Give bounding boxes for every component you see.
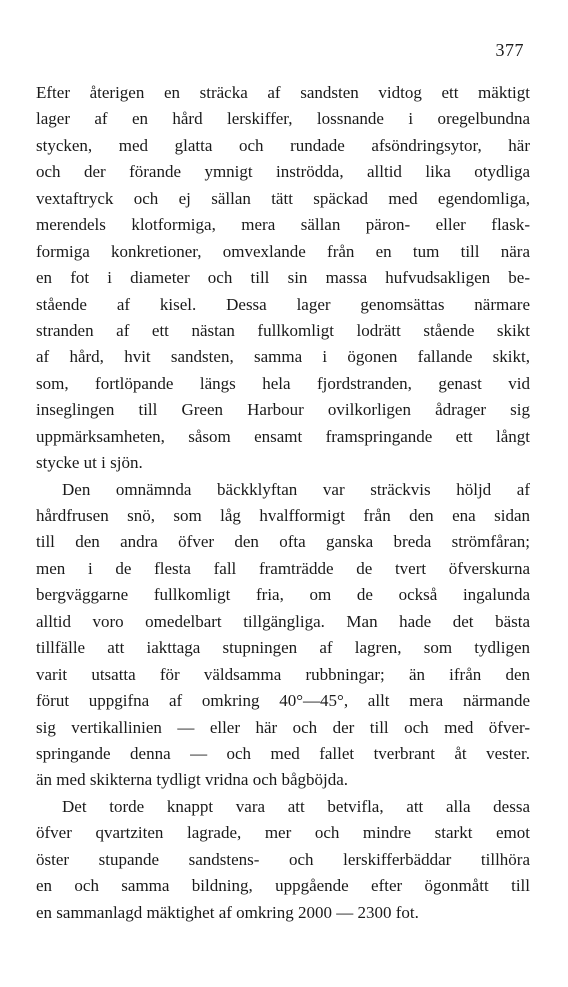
text-line: springande denna — och med fallet tverbrant åt vester. (36, 743, 530, 763)
text-line: af hård, hvit sandsten, samma i ögonen fallande skikt, (36, 347, 530, 367)
text-line: öfver qvartziten lagrade, mer och mindre starkt emot (36, 823, 530, 843)
paragraph (36, 80, 530, 477)
text-line: formiga konkretioner, omvexlande från en tum till nära (36, 241, 530, 261)
text-line: öster stupande sandstens- och lerskifferbäddar tillhöra (36, 849, 530, 869)
text-line: Efter återigen en sträcka af sandsten vidtog ett mäktigt (36, 83, 530, 102)
text-line: men i de flesta fall framträdde de tvert öfverskurna (36, 558, 530, 578)
text-line: uppmärksamheten, såsom ensamt framspringande ett långt (36, 426, 530, 446)
text-line: och der förande ymnigt inströdda, alltid lika otydliga (36, 162, 530, 182)
text-line: stycken, med glatta och rundade afsöndringsytor, här (36, 135, 530, 155)
text-line: Det torde knappt vara att betvifla, att alla dessa (62, 796, 530, 816)
text-line: en sammanlagd mäktighet af omkring 2000 — 2300 fot. (36, 902, 419, 922)
text-line: Den omnämnda bäckklyftan var sträckvis höljd af (62, 479, 530, 499)
text-line: inseglingen till Green Harbour ovilkorligen ådrager sig (36, 400, 530, 420)
text-line: vextaftryck och ej sällan tätt späckad med egendomliga, (36, 188, 530, 208)
text-line: merendels klotformiga, mera sällan päron- eller flask- (36, 215, 530, 235)
text-line: förut uppgifna af omkring 40°—45°, allt mera närmande (36, 691, 530, 711)
text-line: stranden af ett nästan fullkomligt lodrätt stående skikt (36, 320, 530, 340)
paragraph (36, 477, 530, 794)
body-text (36, 80, 530, 926)
text-line: en och samma bildning, uppgående efter ögonmått till (36, 876, 530, 896)
text-line: hårdfrusen snö, som låg hvalfformigt från den ena sidan (36, 506, 530, 525)
text-line: än med skikterna tydligt vridna och bågböjda. (36, 770, 349, 790)
text-line: bergväggarne fullkomligt fria, om de också ingalunda (36, 585, 530, 605)
page-number: 377 (495, 40, 524, 60)
text-line: en fot i diameter och till sin massa hufvudsakligen be- (36, 268, 530, 288)
paragraph (36, 794, 530, 926)
text-line: sig vertikallinien — eller här och der till och med öfver- (36, 717, 530, 737)
text-line: som, fortlöpande längs hela fjordstranden, genast vid (36, 373, 530, 393)
text-line: varit utsatta för väldsamma rubbningar; än ifrån den (36, 664, 530, 684)
text-line: alltid voro omedelbart tillgängliga. Man hade det bästa (36, 611, 530, 631)
text-line: stående af kisel. Dessa lager genomsättas närmare (36, 294, 530, 314)
text-line: lager af en hård lerskiffer, lossnande i oregelbundna (36, 109, 530, 129)
text-line: till den andra öfver den ofta ganska breda strömfåran; (36, 532, 530, 552)
text-line: tillfälle att iakttaga stupningen af lagren, som tydligen (36, 638, 530, 658)
text-line: stycke ut i sjön. (36, 453, 143, 473)
